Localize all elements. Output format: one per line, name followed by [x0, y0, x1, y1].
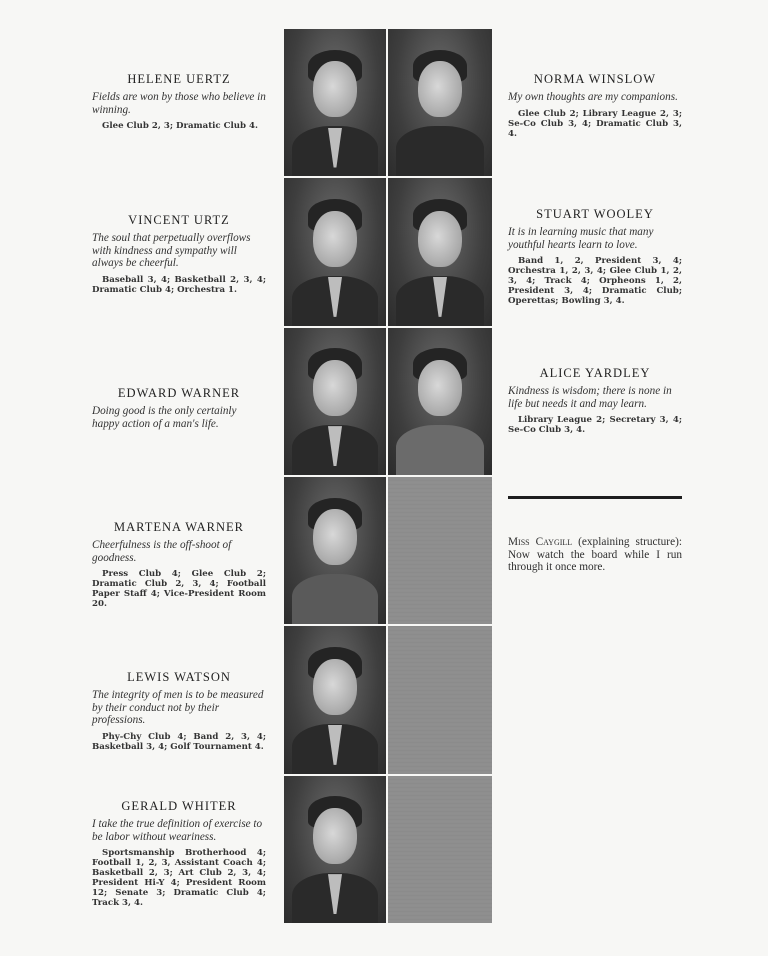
student-entry-alice-yardley [508, 366, 682, 435]
student-activities: Baseball 3, 4; Basketball 2, 3, 4; Dramatic Club 4; Orchestra 1. [92, 274, 266, 295]
student-name: GERALD WHITER [121, 799, 237, 813]
student-quote: Kindness is wisdom; there is none in life but needs it and may learn. [508, 385, 672, 410]
portrait-helene-uertz [284, 29, 386, 176]
student-activities: Phy-Chy Club 4; Band 2, 3, 4; Basketball 3, 4; Golf Tournament 4. [92, 731, 266, 752]
student-entry-stuart-wooley [508, 207, 682, 306]
portrait-stuart-wooley [388, 178, 492, 325]
blank-photo-slot [388, 626, 492, 773]
portrait-gerald-whiter [284, 776, 386, 923]
student-name: EDWARD WARNER [117, 386, 241, 400]
student-entry-lewis-watson [92, 670, 266, 752]
student-quote: I take the true definition of exercise to be labor without weariness. [92, 818, 263, 843]
portrait-norma-winslow [388, 29, 492, 176]
portrait-grid [284, 29, 492, 923]
student-quote: The integrity of men is to be measured by their conduct not by their professions. [92, 689, 264, 726]
anecdote-speaker: Miss Caygill [508, 536, 573, 548]
student-entry-vincent-urtz [92, 213, 266, 295]
student-name: MARTENA WARNER [113, 520, 245, 534]
student-entry-martena-warner [92, 520, 266, 609]
blank-photo-slot [388, 776, 492, 923]
student-entry-edward-warner [92, 386, 266, 435]
student-name: STUART WOOLEY [536, 207, 654, 221]
student-name: HELENE UERTZ [127, 72, 231, 86]
student-quote: Cheerfulness is the off-shoot of goodness. [92, 539, 232, 564]
student-quote: Doing good is the only certainly happy action of a man's life. [92, 405, 237, 430]
anecdote-text: (explaining structure): Now watch the board while I run through it once more. [508, 536, 682, 573]
blank-photo-slot [388, 477, 492, 624]
student-name: ALICE YARDLEY [539, 366, 651, 380]
portrait-martena-warner [284, 477, 386, 624]
student-name: NORMA WINSLOW [533, 72, 657, 86]
student-quote: Fields are won by those who believe in winning. [92, 91, 266, 116]
student-activities: Band 1, 2, President 3, 4; Orchestra 1, 2, 3, 4; Glee Club 1, 2, 3, 4; Track 4; Orpheons 1, 2, President 3, 4; Dramatic Club; Operettas; Bowling 3, 4. [508, 256, 682, 306]
student-quote: It is in learning music that many youthful hearts learn to love. [508, 226, 654, 251]
student-activities: Library League 2; Secretary 3, 4; Se-Co Club 3, 4. [508, 415, 682, 435]
portrait-alice-yardley [388, 328, 492, 475]
portrait-vincent-urtz [284, 178, 386, 325]
student-activities: Glee Club 2; Library League 2, 3; Se-Co Club 3, 4; Dramatic Club 3, 4. [508, 108, 682, 139]
student-name: LEWIS WATSON [127, 670, 231, 684]
section-divider [508, 496, 682, 499]
student-entry-helene-uertz [92, 72, 266, 131]
student-quote: The soul that perpetually overflows with kindness and sympathy will always be cheerful. [92, 232, 251, 269]
student-activities: Glee Club 2, 3; Dramatic Club 4. [102, 121, 258, 131]
student-quote: My own thoughts are my companions. [508, 91, 678, 103]
humor-anecdote [508, 536, 682, 574]
student-entry-gerald-whiter [92, 799, 266, 908]
portrait-edward-warner [284, 328, 386, 475]
student-entry-norma-winslow [508, 72, 682, 139]
student-activities: Sportsmanship Brotherhood 4; Football 1, 2, 3, Assistant Coach 4; Basketball 2, 3; Art Club 2, 3, 4; President Hi-Y 4; President Room 12; Senate 3; Dramatic Club 4; Track 3, 4. [92, 848, 266, 908]
portrait-lewis-watson [284, 626, 386, 773]
student-name: VINCENT URTZ [128, 213, 230, 227]
student-activities: Press Club 4; Glee Club 2; Dramatic Club 2, 3, 4; Football Paper Staff 4; Vice-President Room 20. [92, 569, 266, 609]
